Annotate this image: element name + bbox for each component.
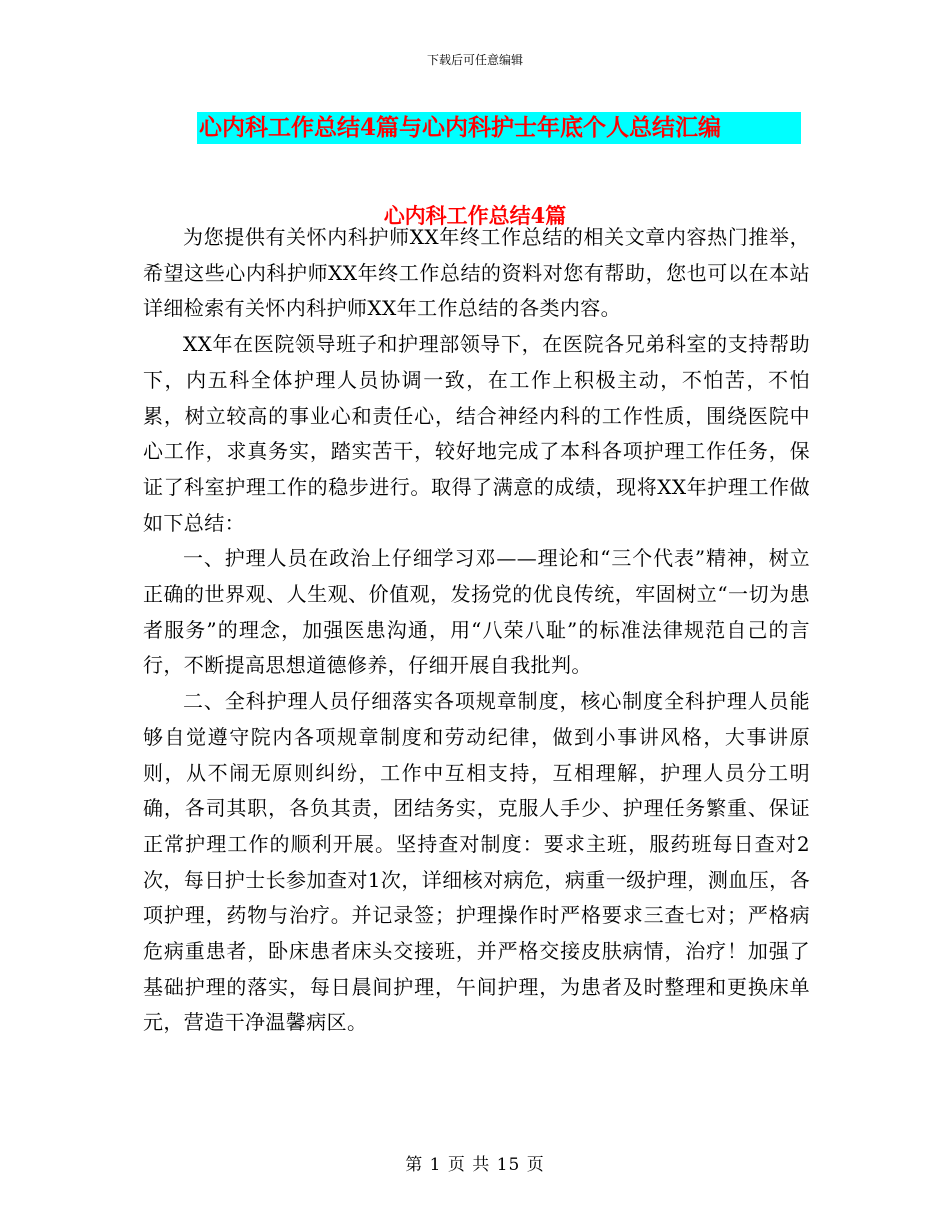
page-header-note: 下载后可任意编辑 bbox=[426, 53, 523, 67]
section-title: 心内科工作总结4篇 bbox=[383, 203, 567, 228]
page-number: 第 1 页 共 15 页 bbox=[405, 1155, 545, 1175]
main-title-highlight bbox=[197, 112, 801, 144]
main-title: 心内科工作总结4篇与心内科护士年底个人总结汇编 bbox=[199, 114, 722, 141]
paragraph-rules-implementation: 二、全科护理人员仔细落实各项规章制度，核心制度全科护理人员能够自觉遵守院内各项规章制度和劳动纪律，做到小事讲风格，大事讲原则，从不闹无原则纠纷，工作中互相支持，互相理解，护理人员分工明确，各司其职，各负其责，团结务实，克服人手少、护理任务繁重、保证正常护理工作的顺利开展。坚持查对制度：要求主班，服药班每日查对2次，每日护士长参加查对1次，详细核对病危，病重一级护理，测血压，各项护理，药物与治疗。并记录签；护理操作时严格要求三查七对；严格病危病重患者，卧床患者床头交接班，并严格交接皮肤病情，治疗！加强了基础护理的落实，每日晨间护理，午间护理，为患者及时整理和更换床单元，营造干净温馨病区。 bbox=[143, 689, 810, 1035]
paragraph-intro: 为您提供有关怀内科护师XX年终工作总结的相关文章内容热门推举，希望这些心内科护师XX年终工作总结的资料对您有帮助，您也可以在本站详细检索有关怀内科护师XX年工作总结的各类内容。 bbox=[143, 225, 810, 321]
paragraph-overview: XX年在医院领导班子和护理部领导下，在医院各兄弟科室的支持帮助下，内五科全体护理人员协调一致，在工作上积极主动，不怕苦，不怕累，树立较高的事业心和责任心，结合神经内科的工作性质，围绕医院中心工作，求真务实，踏实苦干，较好地完成了本科各项护理工作任务，保证了科室护理工作的稳步进行。取得了满意的成绩，现将XX年护理工作做如下总结： bbox=[143, 332, 810, 535]
document-body bbox=[143, 220, 810, 1041]
paragraph-political-study: 一、护理人员在政治上仔细学习邓——理论和“三个代表”精神，树立正确的世界观、人生观、价值观，发扬党的优良传统，牢固树立“一切为患者服务”的理念，加强医患沟通，用“八荣八耻”的标准法律规范自己的言行，不断提高思想道德修养，仔细开展自我批判。 bbox=[143, 546, 810, 678]
